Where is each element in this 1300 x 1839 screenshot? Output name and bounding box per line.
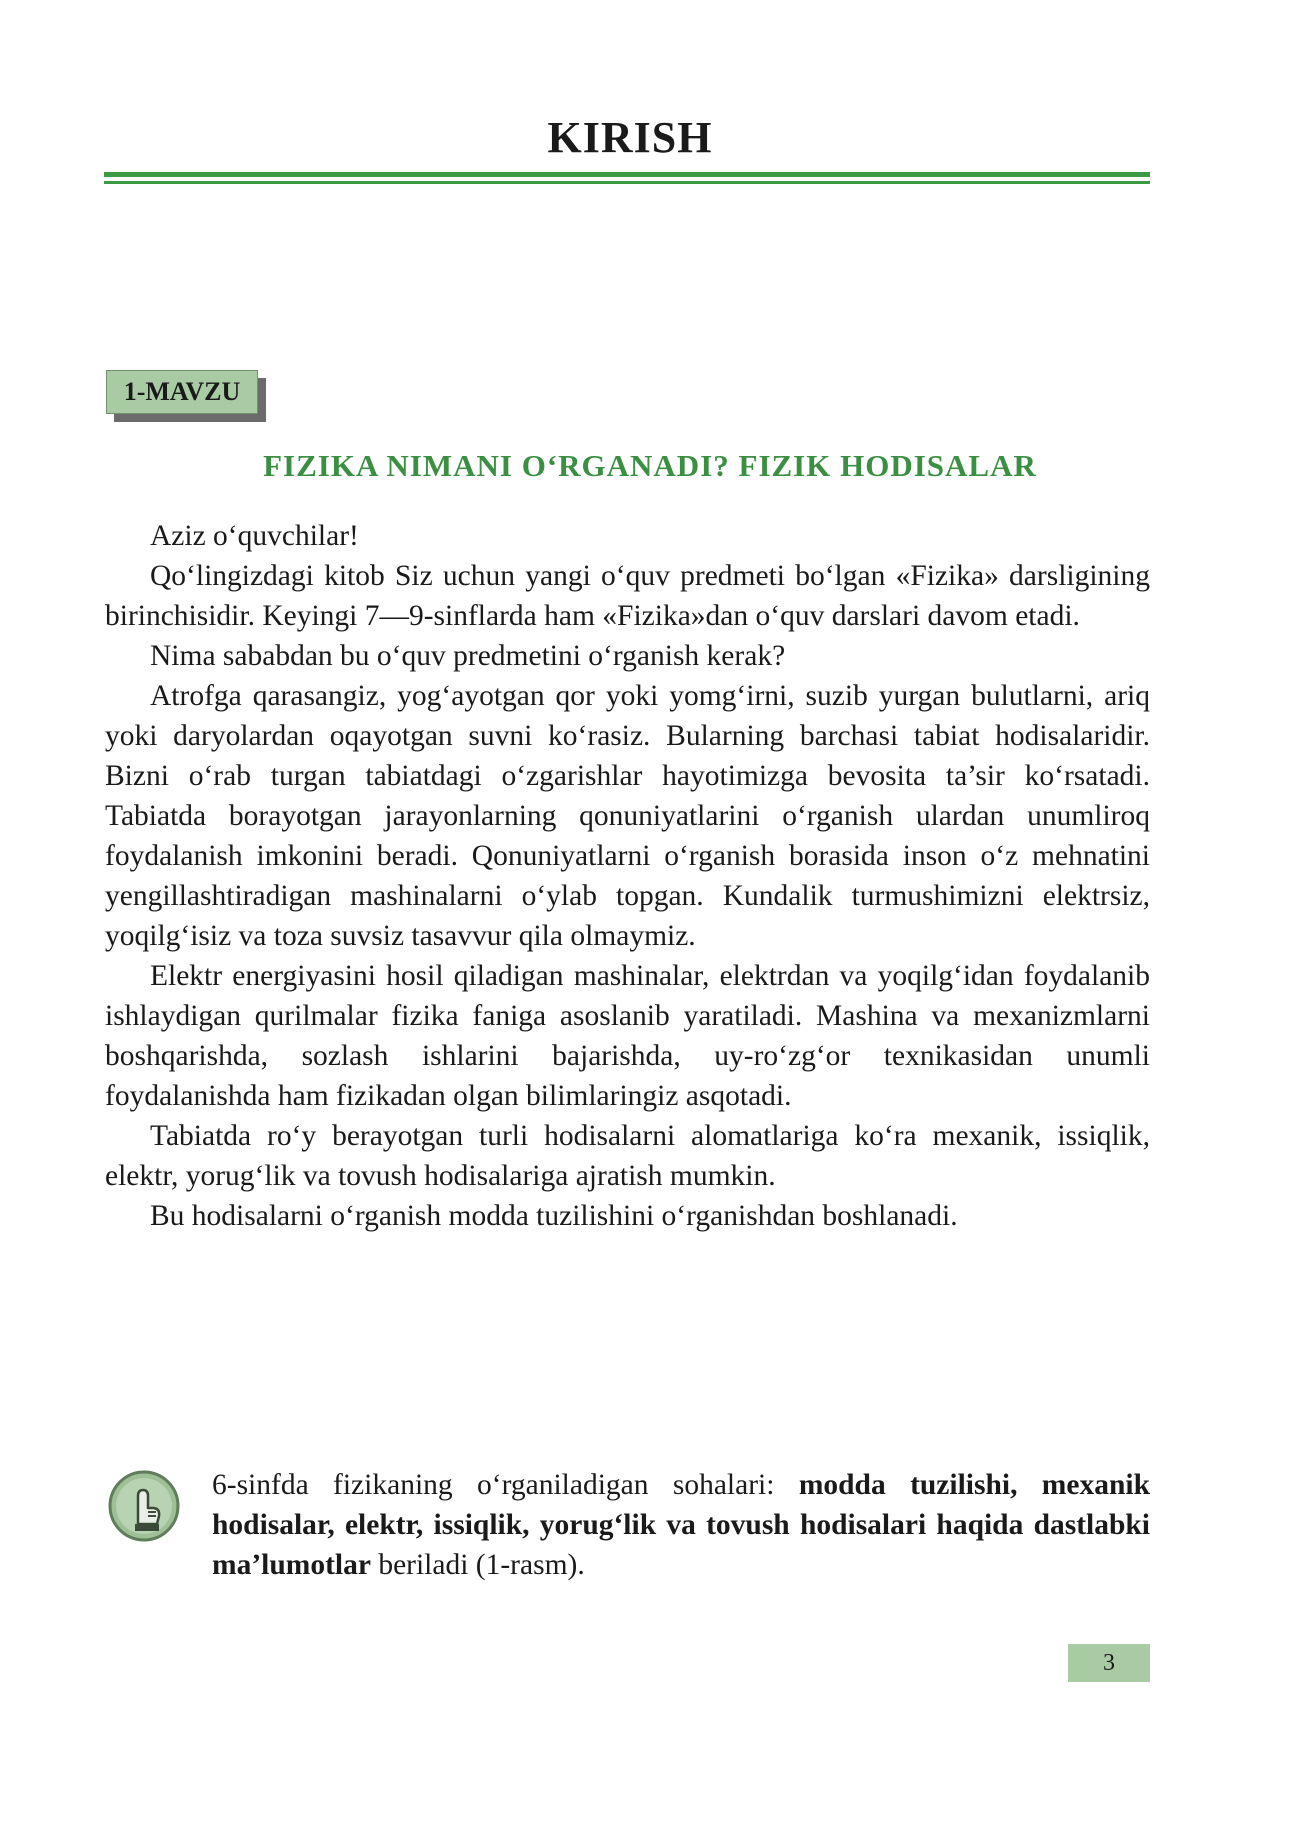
- paragraph: Qo‘lingizdagi kitob Siz uchun yangi o‘quv predmeti bo‘lgan «Fizika» darsligining birinchisidir. Keyingi 7—9-sinflarda ham «Fizika»dan o‘quv darslari davom etadi.: [105, 560, 1150, 632]
- paragraph: Bu hodisalarni o‘rganish modda tuzilishini o‘rganishdan boshlanadi.: [150, 1200, 958, 1232]
- page-number: 3: [1068, 1644, 1150, 1682]
- pointing-hand-icon: [104, 1466, 184, 1546]
- paragraph: Nima sababdan bu o‘quv predmetini o‘rganish kerak?: [150, 640, 786, 672]
- chapter-title: KIRISH: [547, 113, 713, 162]
- note-emphasis: modda tuzilishi, mexanik hodisalar, elektr, issiqlik, yorug‘lik va tovush hodisalari haqida dastlabki ma’lumotlar: [212, 1469, 1150, 1581]
- note-intro: 6-sinfda fizikaning o‘rganiladigan sohalari:: [212, 1469, 799, 1501]
- body-text: [105, 516, 1150, 1236]
- note-outro: beriladi (1-rasm).: [370, 1549, 585, 1581]
- title-rule-thick: [104, 172, 1150, 177]
- paragraph: Tabiatda ro‘y berayotgan turli hodisalarni alomatlariga ko‘ra mexanik, issiqlik, elektr, yorug‘lik va tovush hodisalariga ajratish mumkin.: [105, 1120, 1150, 1192]
- section-title: FIZIKA NIMANI O‘RGANADI? FIZIK HODISALAR: [263, 448, 1037, 483]
- topic-badge: 1-MAVZU: [106, 370, 258, 414]
- paragraph: Elektr energiyasini hosil qiladigan mashinalar, elektrdan va yoqilg‘idan foydalanib ishlaydigan qurilmalar fizika faniga asoslanib yaratiladi. Mashina va mexanizmlarni boshqarishda, sozlash ishlarini bajarishda, uy-ro‘zg‘or texnikasidan unumli foydalanishda ham fizikadan olgan bilimlaringiz asqotadi.: [105, 960, 1150, 1112]
- title-rule-thin: [104, 181, 1150, 184]
- paragraph-greeting: Aziz o‘quvchilar!: [150, 520, 359, 552]
- paragraph: Atrofga qarasangiz, yog‘ayotgan qor yoki yomg‘irni, suzib yurgan bulutlarni, ariq yoki daryolardan oqayotgan suvni ko‘rasiz. Bularning barchasi tabiat hodisalaridir. Bizni o‘rab turgan tabiatdagi o‘zgarishlar hayotimizga bevosita ta’sir ko‘rsatadi. Tabiatda borayotgan jarayonlarning qonuniyatlarini o‘rganish ulardan unumliroq foydalanish imkonini beradi. Qonuniyatlarni o‘rganish borasida inson o‘z mehnatini yengillashtiradigan mashinalarni o‘ylab topgan. Kundalik turmushimizni elektrsiz, yoqilg‘isiz va toza suvsiz tasavvur qila olmaymiz.: [105, 680, 1150, 952]
- note-text: [212, 1465, 1150, 1585]
